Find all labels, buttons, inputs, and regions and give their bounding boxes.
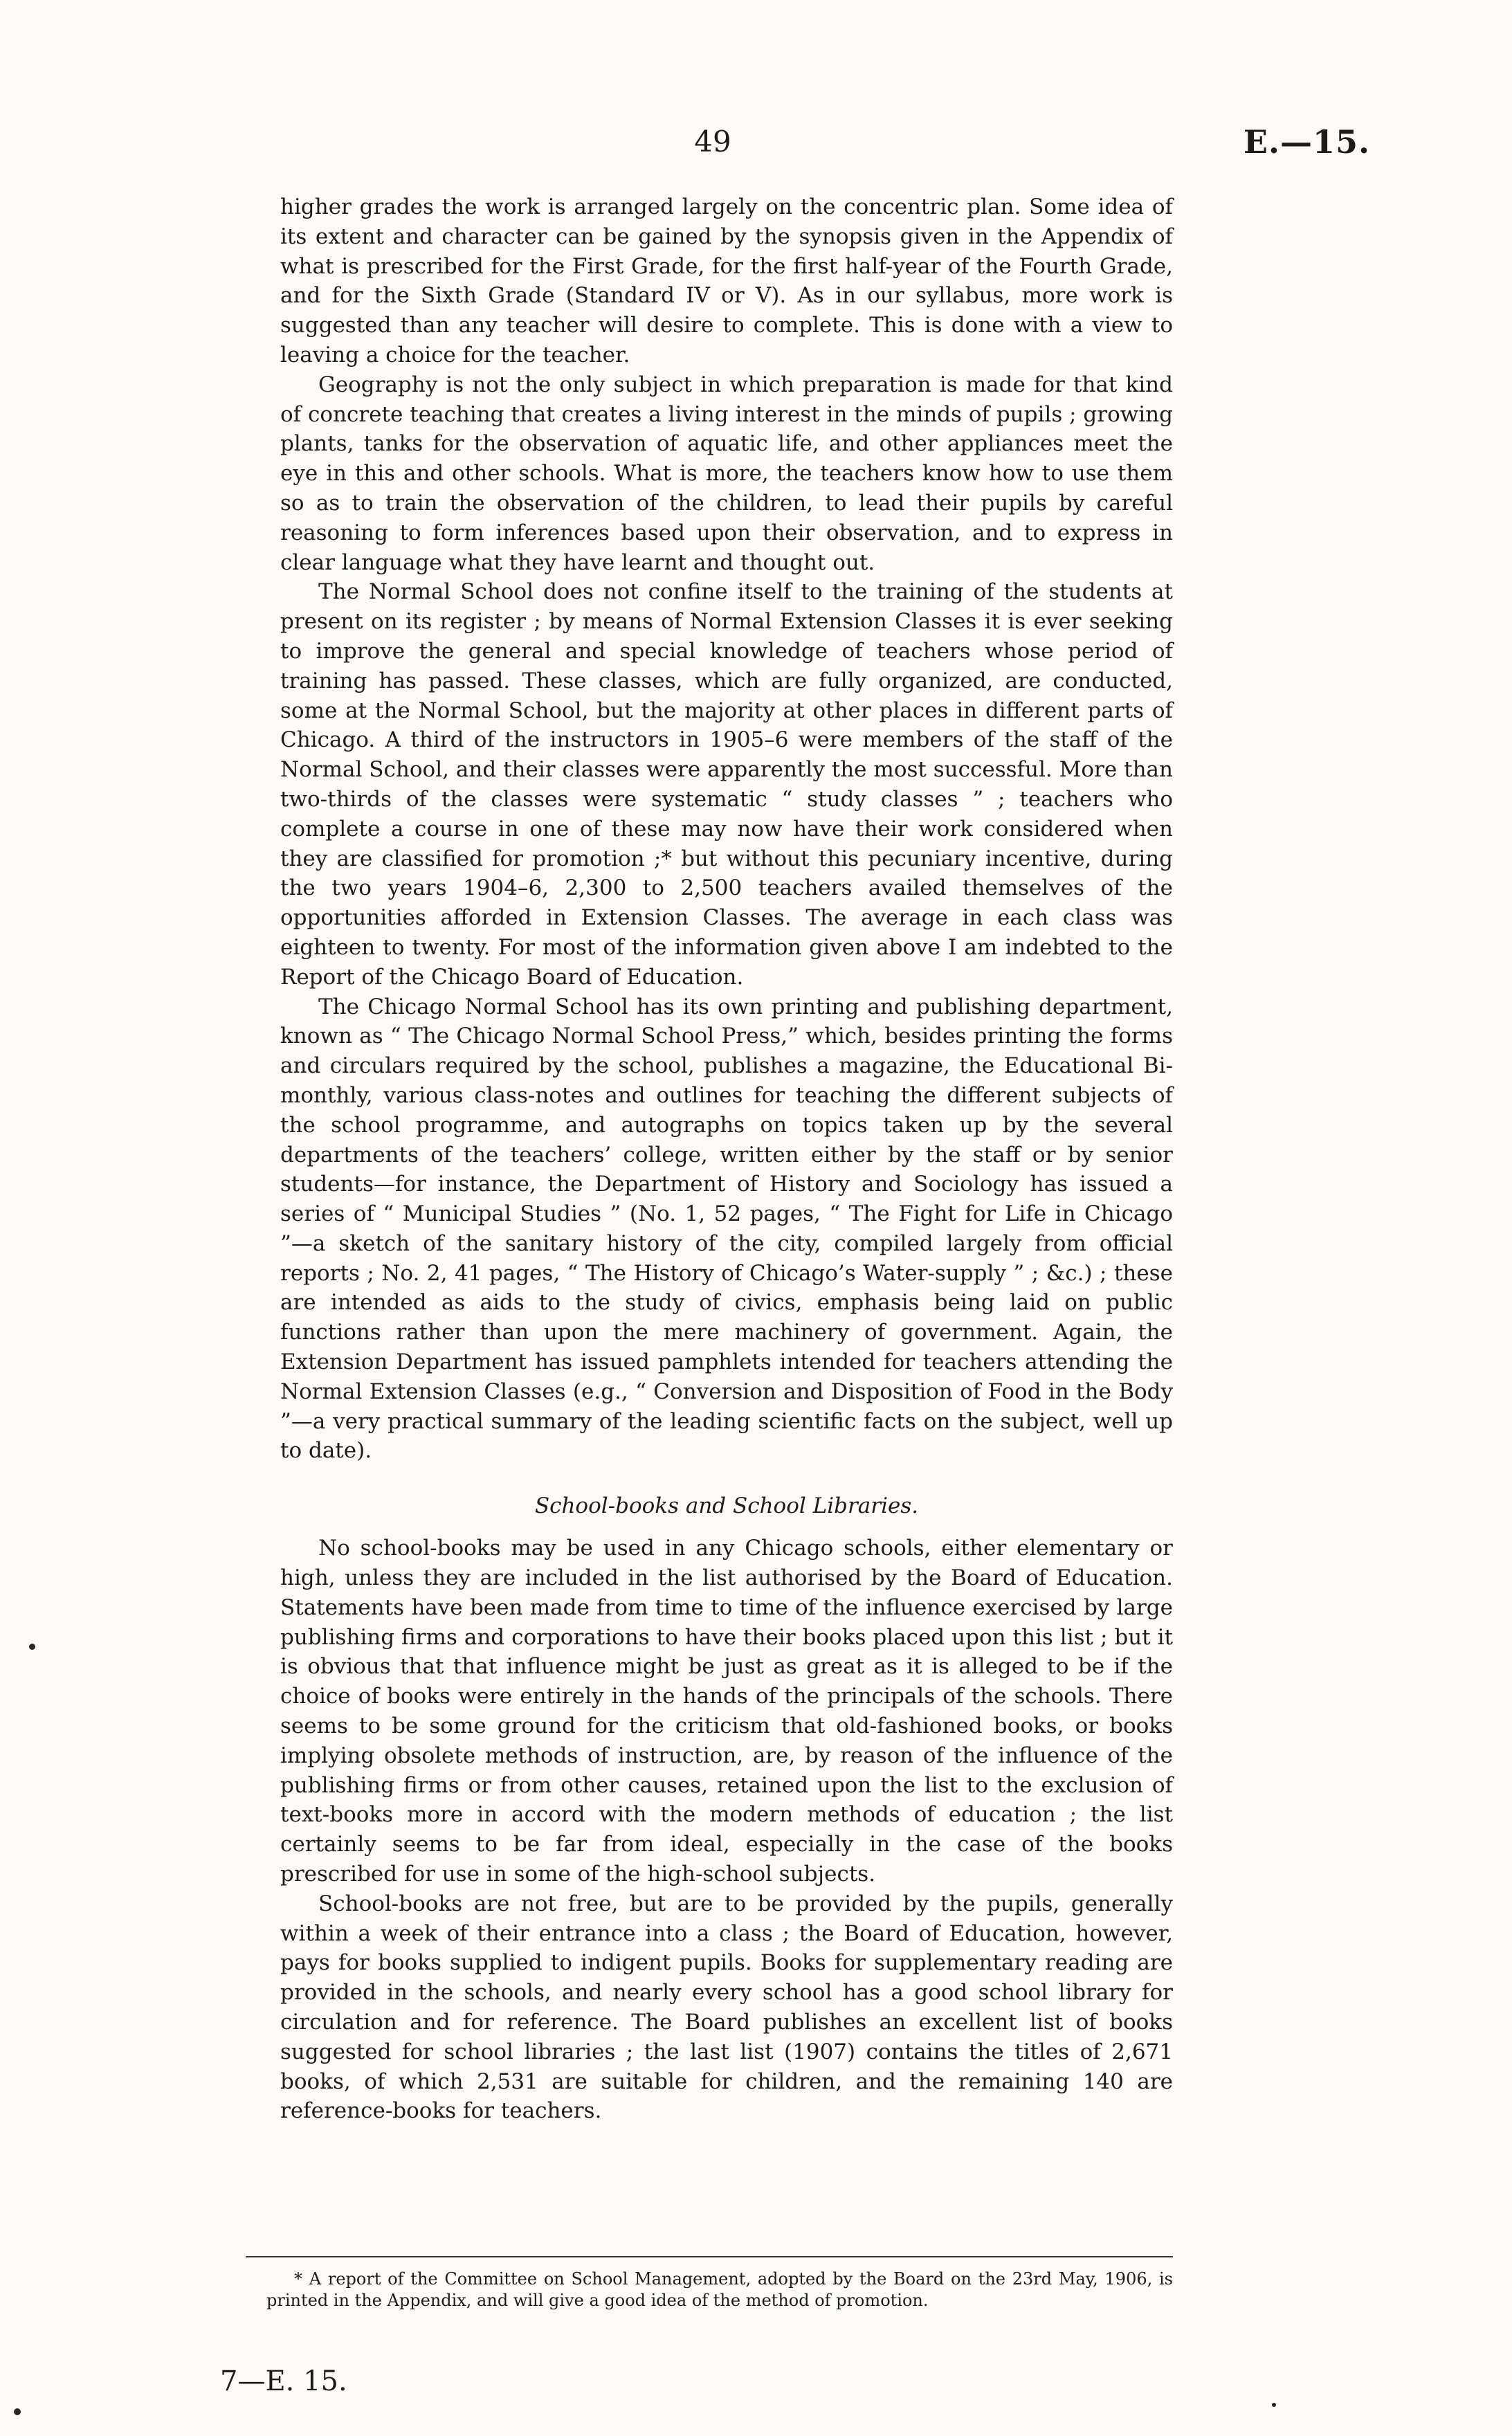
paragraph: No school-books may be used in any Chicago schools, either elementary or high, unless they are included in the list authorised by the Board of Education. Statements have been made from time to time of the influence exercised by large publishing firms and corporations to have their books placed upon this list ; but it is obvious that that influence might be just as great as it is alleged to be if the choice of books were entirely in the hands of the principals of the schools. There seems to be some ground for the criticism that old-fashioned books, or books implying obsolete methods of instruction, are, by reason of the influence of the publishing firms or from other causes, retained upon the list to the exclusion of text-books more in accord with the modern methods of education ; the list certainly seems to be far from ideal, especially in the case of the books prescribed for use in some of the high-school subjects. <box>280 1536 1173 1887</box>
scan-speck <box>29 1644 35 1650</box>
paragraph: The Chicago Normal School has its own printing and publishing department, known as “ The Chicago Normal School Press,” which, besides printing the forms and circulars required by the school, publishes a magazine, the Educational Bi-monthly, various class-notes and outlines for teaching the different subjects of the school programme, and autographs on topics taken up by the several departments of the teachers’ college, written either by the staff or by senior students—for instance, the Department of History and Sociology has issued a series of “ Municipal Studies ” (No. 1, 52 pages, “ The Fight for Life in Chicago ”—a sketch of the sanitary history of the city, compiled largely from official reports ; No. 2, 41 pages, “ The History of Chicago’s Water-supply ” ; &c.) ; these are intended as aids to the study of civics, emphasis being laid on public functions rather than upon the mere machinery of government. Again, the Extension Department has issued pamphlets intended for teachers attending the Normal Extension Classes (e.g., “ Conversion and Disposition of Food in the Body ”—a very practical summary of the leading scientific facts on the subject, well up to date). <box>280 994 1173 1464</box>
footnote: * A report of the Committee on School Management, adopted by the Board on the 23rd May, 1906, is printed in the Appendix, and will give a good idea of the method of promotion. <box>266 2269 1173 2310</box>
section-heading: School-books and School Libraries. <box>534 1493 919 1519</box>
body-text <box>280 192 1173 2126</box>
footnote-rule <box>246 2256 1173 2257</box>
paragraph: The Normal School does not confine itself to the training of the students at present on its register ; by means of Normal Extension Classes it is ever seeking to improve the general and special knowledge of teachers whose period of training has passed. These classes, which are fully organized, are conducted, some at the Normal School, but the majority at other places in different parts of Chicago. A third of the instructors in 1905–6 were members of the staff of the Normal School, and their classes were apparently the most successful. More than two-thirds of the classes were systematic “ study classes ” ; teachers who complete a course in one of these may now have their work considered when they are classified for promotion ;* but without this pecuniary incentive, during the two years 1904–6, 2,300 to 2,500 teachers availed themselves of the opportunities afforded in Extension Classes. The average in each class was eighteen to twenty. For most of the information given above I am indebted to the Report of the Chicago Board of Education. <box>280 579 1173 990</box>
paragraph: School-books are not free, but are to be provided by the pupils, generally within a week of their entrance into a class ; the Board of Education, however, pays for books supplied to indigent pupils. Books for supplementary reading are provided in the schools, and nearly every school has a good school library for circulation and for reference. The Board publishes an excellent list of books suggested for school libraries ; the last list (1907) contains the titles of 2,671 books, of which 2,531 are suitable for children, and the remaining 140 are reference-books for teachers. <box>280 1891 1173 2124</box>
document-reference: E.—15. <box>1243 123 1370 161</box>
paragraph: higher grades the work is arranged largely on the concentric plan. Some idea of its extent and character can be gained by the synopsis given in the Appendix of what is prescribed for the First Grade, for the first half-year of the Fourth Grade, and for the Sixth Grade (Standard IV or V). As in our syllabus, more work is suggested than any teacher will desire to complete. This is done with a view to leaving a choice for the teacher. <box>280 194 1173 367</box>
page-number: 49 <box>694 125 731 158</box>
scan-speck <box>14 2408 21 2415</box>
signature-mark: 7—E. 15. <box>220 2365 347 2397</box>
paragraph: Geography is not the only subject in which preparation is made for that kind of concrete teaching that creates a living interest in the minds of pupils ; growing plants, tanks for the observation of aquatic life, and other appliances meet the eye in this and other schools. What is more, the teachers know how to use them so as to train the observation of the children, to lead their pupils by careful reasoning to form inferences based upon their observation, and to express in clear language what they have learnt and thought out. <box>280 372 1173 575</box>
scan-speck <box>1272 2403 1276 2407</box>
